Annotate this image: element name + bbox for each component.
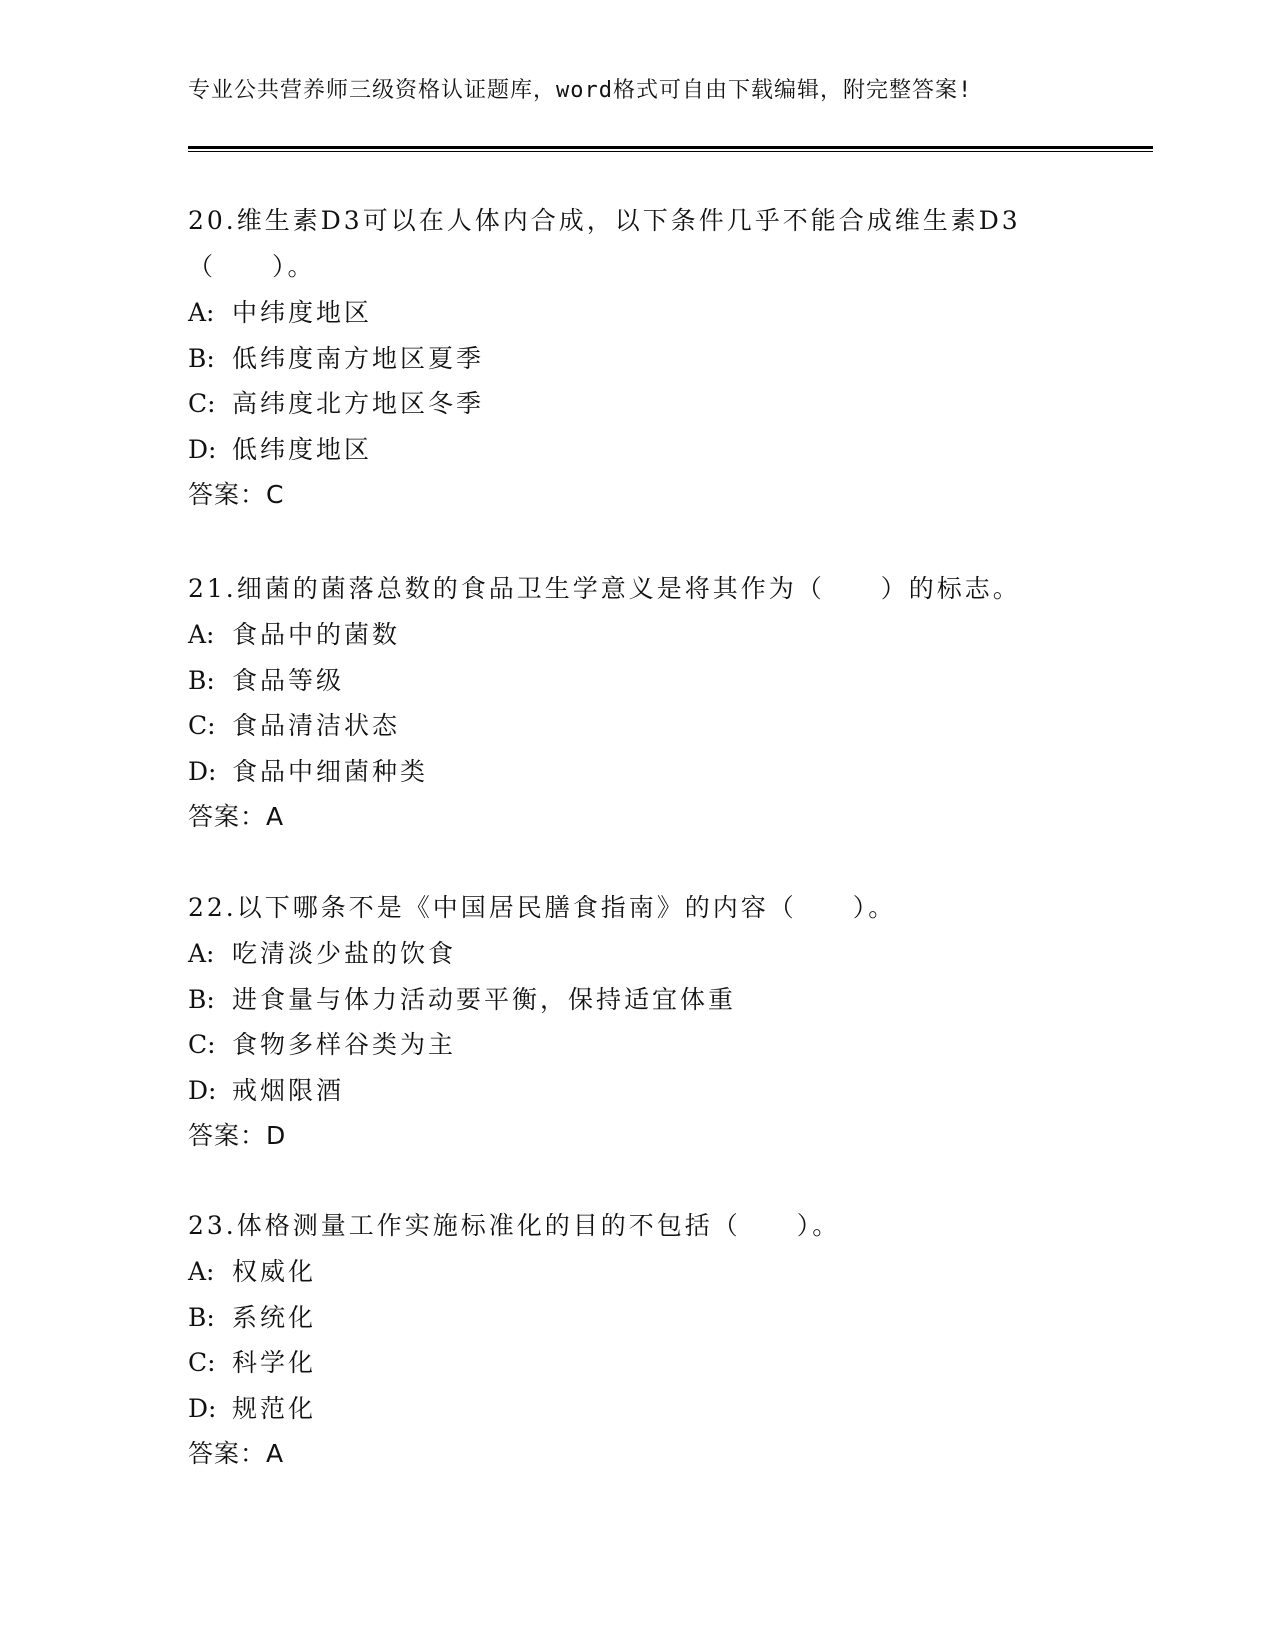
option-letter: B: (188, 665, 215, 695)
page-header: 专业公共营养师三级资格认证题库，word格式可自由下载编辑，附完整答案! (188, 78, 973, 103)
option-text: 科学化 (232, 1348, 317, 1377)
option-text: 低纬度地区 (232, 434, 373, 464)
option-letter: C: (188, 711, 216, 740)
question-stem: 20.维生素D3可以在人体内合成，以下条件几乎不能合成维生素D3（ ）。 (188, 206, 1021, 281)
option-letter: A: (188, 939, 215, 968)
option-text: 戒烟限酒 (232, 1075, 345, 1105)
option-d (188, 427, 1088, 473)
option-c (188, 381, 1088, 427)
option-a (188, 290, 1088, 336)
option-text: 进食量与体力活动要平衡，保持适宜体重 (232, 984, 737, 1014)
option-letter: C: (188, 1348, 216, 1377)
option-text: 食品中细菌种类 (232, 756, 429, 786)
option-text: 食品中的菌数 (232, 620, 401, 649)
option-d (188, 1068, 1088, 1114)
option-text: 食品等级 (232, 665, 345, 695)
option-b (188, 977, 1088, 1023)
option-letter: D: (188, 756, 217, 786)
question-21 (188, 566, 1088, 840)
option-text: 吃清淡少盐的饮食 (232, 939, 457, 968)
option-b (188, 1295, 1088, 1341)
option-text: 低纬度南方地区夏季 (232, 343, 485, 373)
option-letter: D: (188, 1393, 217, 1423)
option-text: 食品清洁状态 (232, 711, 401, 740)
option-letter: B: (188, 343, 215, 373)
question-20 (188, 198, 1088, 518)
option-text: 规范化 (232, 1393, 317, 1423)
header-divider-thick (188, 146, 1153, 149)
option-letter: A: (188, 620, 215, 649)
option-b (188, 336, 1088, 382)
answer-line: 答案：A (188, 1439, 285, 1468)
option-letter: A: (188, 1257, 215, 1286)
option-b (188, 658, 1088, 704)
answer-line: 答案：D (188, 1121, 287, 1150)
option-letter: B: (188, 1302, 215, 1332)
option-c (188, 1340, 1088, 1386)
option-letter: C: (188, 389, 216, 418)
option-text: 食物多样谷类为主 (232, 1030, 457, 1059)
option-text: 系统化 (232, 1302, 317, 1332)
option-letter: D: (188, 1075, 217, 1105)
answer-line: 答案：A (188, 802, 285, 831)
header-divider-thin (188, 151, 1153, 152)
option-text: 中纬度地区 (232, 298, 373, 327)
question-stem: 22.以下哪条不是《中国居民膳食指南》的内容（ ）。 (188, 893, 897, 922)
option-letter: D: (188, 434, 217, 464)
option-letter: B: (188, 984, 215, 1014)
option-c (188, 1022, 1088, 1068)
option-a (188, 612, 1088, 658)
question-22 (188, 885, 1088, 1159)
option-d (188, 749, 1088, 795)
option-a (188, 1249, 1088, 1295)
question-stem: 23.体格测量工作实施标准化的目的不包括（ ）。 (188, 1211, 841, 1240)
question-23 (188, 1203, 1088, 1477)
option-letter: C: (188, 1030, 216, 1059)
question-stem: 21.细菌的菌落总数的食品卫生学意义是将其作为（ ）的标志。 (188, 574, 1021, 603)
option-a (188, 931, 1088, 977)
option-text: 高纬度北方地区冬季 (232, 389, 485, 418)
option-d (188, 1386, 1088, 1432)
option-c (188, 703, 1088, 749)
answer-line: 答案：C (188, 480, 285, 509)
option-letter: A: (188, 298, 215, 327)
option-text: 权威化 (232, 1257, 317, 1286)
